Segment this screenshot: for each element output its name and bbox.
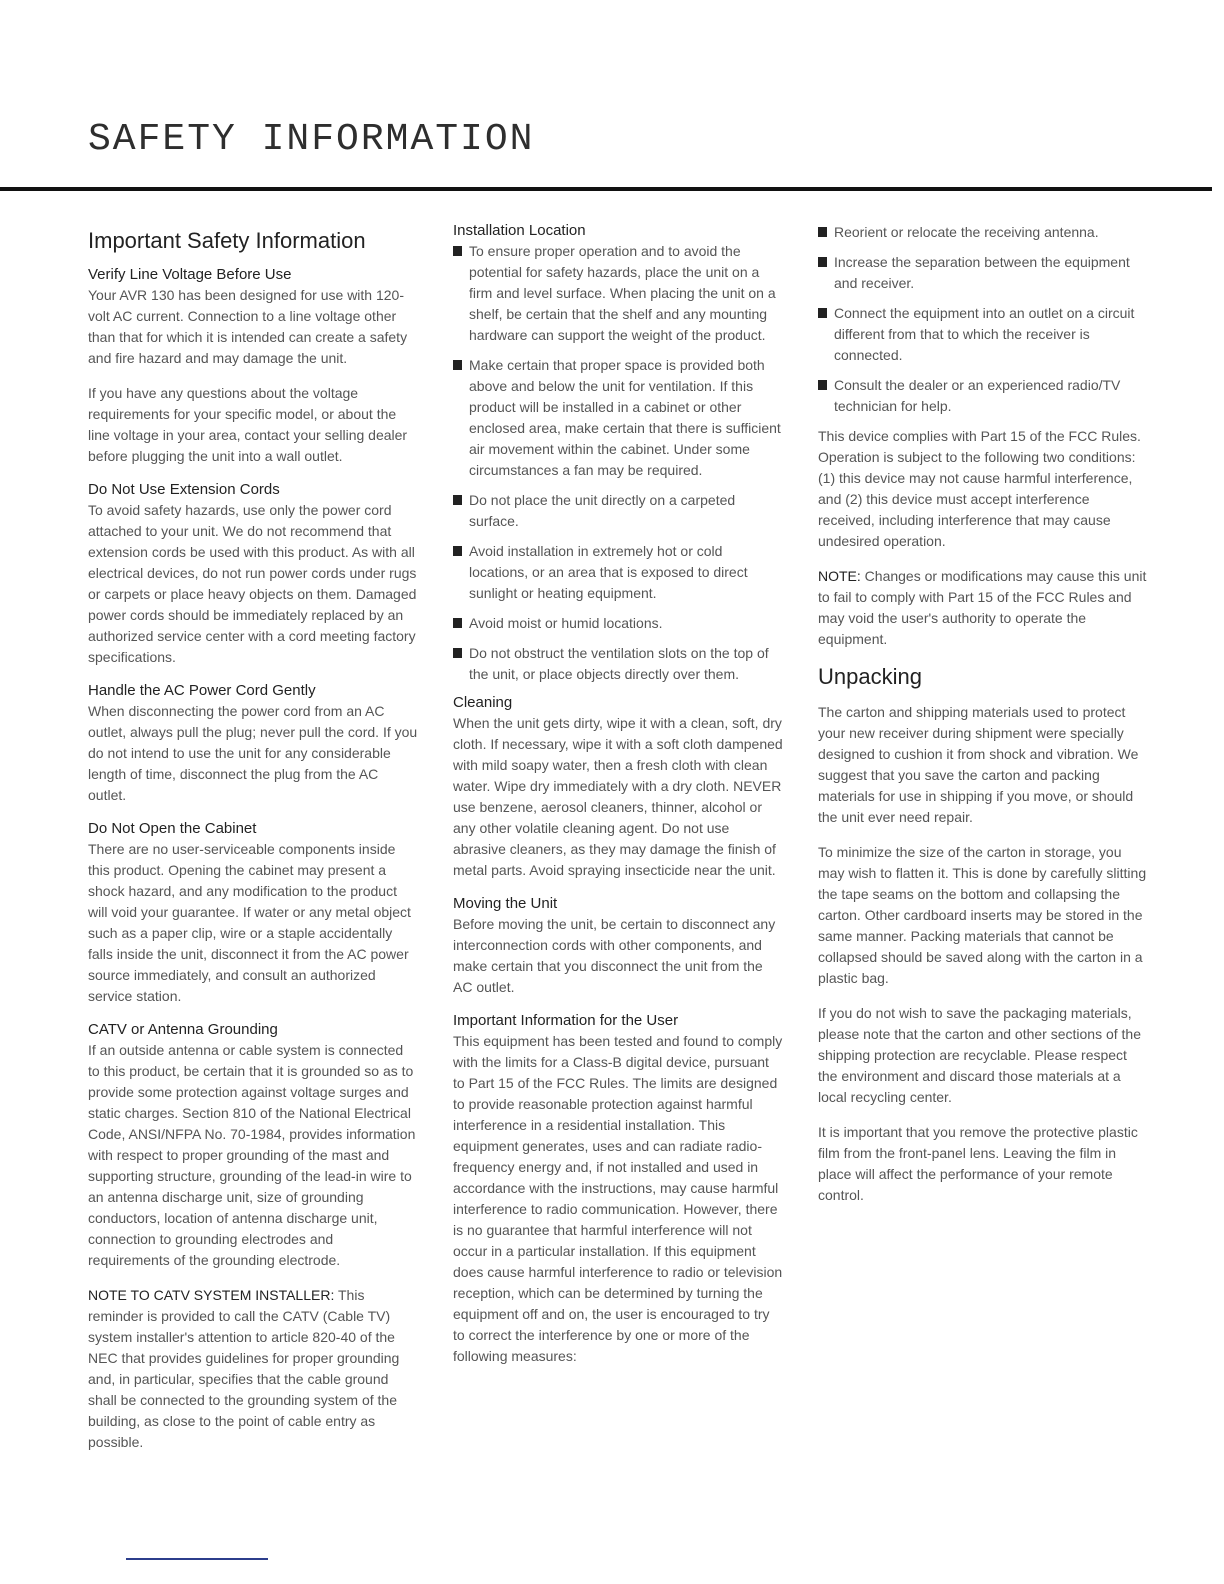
- paragraph-power-cord: When disconnecting the power cord from an AC outlet, always pull the plug; never pull the cord. If you do not intend to use the unit for any considerable length of time, disconnect the plug from the AC outlet.: [88, 703, 418, 803]
- paragraph-extension-cords: To avoid safety hazards, use only the power cord attached to your unit. We do not recommend that extension cords be used with this product. As with all electrical devices, do not run power cords under rugs or carpets or place heavy objects on them. Damaged power cords should be immediately replaced by an authorized service center with a cord meeting factory specifications.: [88, 502, 417, 665]
- note-lead: NOTE:: [818, 568, 861, 584]
- square-bullet-icon: [453, 246, 462, 256]
- square-bullet-icon: [453, 618, 462, 628]
- catv-note-text: This reminder is provided to call the CATV (Cable TV) system installer's attention to article 820-40 of the NEC that provides guidelines for proper grounding and, in particular, specifies that the cable ground shall be connected to the grounding system of the building, as close to the point of cable entry as possible.: [88, 1287, 400, 1450]
- paragraph-unpacking-1: The carton and shipping materials used to protect your new receiver during shipment were specially designed to cushion it from shock and vibration. We suggest that you save the carton and packing materials for use in shipping if you move, or should the unit ever need repair.: [818, 704, 1139, 825]
- list-item: [818, 375, 1148, 417]
- catv-note-lead: NOTE TO CATV SYSTEM INSTALLER:: [88, 1287, 335, 1303]
- list-item: [453, 355, 783, 481]
- square-bullet-icon: [818, 308, 827, 318]
- heading-open-cabinet: Do Not Open the Cabinet: [88, 820, 257, 837]
- paragraph-fcc-note: [818, 566, 1148, 650]
- column-right: [818, 222, 1148, 1220]
- paragraph-user-information: This equipment has been tested and found to comply with the limits for a Class-B digital device, pursuant to Part 15 of the FCC Rules. The limits are designed to provide reasonable protection against harmful interference in a residential installation. This equipment generates, uses and can radiate radio-frequency energy and, if not installed and used in accordance with the instructions, may cause harmful interference to radio communication. However, there is no guarantee that harmful interference will not occur in a particular installation. If this equipment does cause harmful interference to radio or television reception, which can be determined by turning the equipment off and on, the user is encouraged to try to correct the interference by one or more of the following measures:: [453, 1033, 783, 1364]
- list-item: [453, 490, 783, 532]
- heading-cleaning: Cleaning: [453, 694, 513, 711]
- note-text: Changes or modifications may cause this unit to fail to comply with Part 15 of the FCC Rules and may void the user's authority to operate the equipment.: [818, 568, 1147, 647]
- square-bullet-icon: [818, 257, 827, 267]
- paragraph-voltage-2: If you have any questions about the voltage requirements for your specific model, or about the line voltage in your area, contact your selling dealer before plugging the unit into a wall outlet.: [88, 385, 408, 464]
- list-item-text: Increase the separation between the equipment and receiver.: [834, 254, 1130, 291]
- list-item-text: To ensure proper operation and to avoid the potential for safety hazards, place the unit on a firm and level surface. When placing the unit on a shelf, be certain that the shelf and any mounting hardware can support the weight of the product.: [469, 243, 776, 343]
- paragraph-antenna-grounding: If an outside antenna or cable system is connected to this product, be certain that it is grounded so as to provide some protection against voltage surges and static charges. Section 810 of the National Electrical Code, ANSI/NFPA No. 70-1984, provides information with respect to proper grounding of the mast and supporting structure, grounding of the lead-in wire to an antenna discharge unit, size of grounding conductors, location of antenna discharge unit, connection to grounding electrodes and requirements of the grounding electrode.: [88, 1042, 416, 1268]
- list-item: [453, 643, 783, 685]
- section-title-unpacking: Unpacking: [818, 664, 922, 689]
- list-item-text: Do not place the unit directly on a carpeted surface.: [469, 492, 736, 529]
- square-bullet-icon: [453, 648, 462, 658]
- heading-user-information: Important Information for the User: [453, 1012, 679, 1029]
- square-bullet-icon: [453, 495, 462, 505]
- heading-installation-location: Installation Location: [453, 222, 586, 239]
- section-title-important-safety: Important Safety Information: [88, 228, 366, 253]
- square-bullet-icon: [453, 360, 462, 370]
- paragraph-unpacking-2: To minimize the size of the carton in storage, you may wish to flatten it. This is done by carefully slitting the tape seams on the bottom and collapsing the carton. Other cardboard inserts may be stored in the same manner. Packing materials that cannot be collapsed should be saved along with the carton in a plastic bag.: [818, 844, 1147, 986]
- paragraph-catv-installer: [88, 1285, 418, 1453]
- heading-moving-unit: Moving the Unit: [453, 895, 558, 912]
- paragraph-fcc-compliance: This device complies with Part 15 of the FCC Rules. Operation is subject to the following two conditions: (1) this device may not cause harmful interference, and (2) this device must accept interference received, including interference that may cause undesired operation.: [818, 428, 1141, 549]
- paragraph-cleaning: When the unit gets dirty, wipe it with a clean, soft, dry cloth. If necessary, wipe it with a soft cloth dampened with mild soapy water, then a fresh cloth with clean water. Wipe dry immediately with a dry cloth. NEVER use benzene, aerosol cleaners, thinner, alcohol or any other volatile cleaning agent. Do not use abrasive cleaners, as they may damage the finish of metal parts. Avoid spraying insecticide near the unit.: [453, 715, 783, 878]
- footer-accent-line: [126, 1558, 268, 1560]
- list-item-text: Make certain that proper space is provided both above and below the unit for ventilation. If this product will be installed in a cabinet or other enclosed area, make certain that there is sufficient air movement within the cabinet. Under some circumstances a fan may be required.: [469, 357, 781, 478]
- paragraph-unpacking-4: It is important that you remove the protective plastic film from the front-panel lens. Leaving the film in place will affect the performance of your remote control.: [818, 1124, 1138, 1203]
- square-bullet-icon: [453, 546, 462, 556]
- page-title: SAFETY INFORMATION: [88, 118, 535, 161]
- heading-power-cord: Handle the AC Power Cord Gently: [88, 682, 316, 699]
- paragraph-open-cabinet: There are no user-serviceable components inside this product. Opening the cabinet may present a shock hazard, and any modification to the product will void your guarantee. If water or any metal object such as a paper clip, wire or a staple accidentally falls inside the unit, disconnect it from the AC power source immediately, and consult an authorized service station.: [88, 841, 411, 1004]
- list-item: [818, 222, 1148, 243]
- list-item-text: Avoid moist or humid locations.: [469, 615, 663, 631]
- list-item-text: Reorient or relocate the receiving antenna.: [834, 224, 1099, 240]
- paragraph-unpacking-3: If you do not wish to save the packaging materials, please note that the carton and other sections of the shipping protection are recyclable. Please respect the environment and discard those materials at a local recycling center.: [818, 1005, 1141, 1105]
- column-left: [88, 222, 418, 1467]
- list-item-text: Consult the dealer or an experienced radio/TV technician for help.: [834, 377, 1121, 414]
- list-item: [453, 613, 783, 634]
- square-bullet-icon: [818, 380, 827, 390]
- list-item: [453, 241, 783, 346]
- paragraph-voltage-1: Your AVR 130 has been designed for use with 120-volt AC current. Connection to a line voltage other than that for which it is intended can create a safety and fire hazard and may damage the unit.: [88, 287, 408, 366]
- heading-verify-line-voltage: Verify Line Voltage Before Use: [88, 266, 292, 283]
- list-item: [818, 303, 1148, 366]
- list-item: [818, 252, 1148, 294]
- list-item: [453, 541, 783, 604]
- paragraph-moving-unit: Before moving the unit, be certain to disconnect any interconnection cords with other components, and make certain that you disconnect the unit from the AC outlet.: [453, 916, 776, 995]
- installation-list: [453, 241, 783, 685]
- page-header: [88, 118, 534, 161]
- heading-extension-cords: Do Not Use Extension Cords: [88, 481, 280, 498]
- header-divider: [0, 187, 1212, 191]
- list-item-text: Connect the equipment into an outlet on a circuit different from that to which the receiver is connected.: [834, 305, 1135, 363]
- column-middle: [453, 222, 783, 1381]
- square-bullet-icon: [818, 227, 827, 237]
- list-item-text: Avoid installation in extremely hot or cold locations, or an area that is exposed to direct sunlight or heating equipment.: [469, 543, 748, 601]
- interference-measures-list: [818, 222, 1148, 417]
- heading-antenna-grounding: CATV or Antenna Grounding: [88, 1021, 278, 1038]
- list-item-text: Do not obstruct the ventilation slots on the top of the unit, or place objects directly over them.: [469, 645, 769, 682]
